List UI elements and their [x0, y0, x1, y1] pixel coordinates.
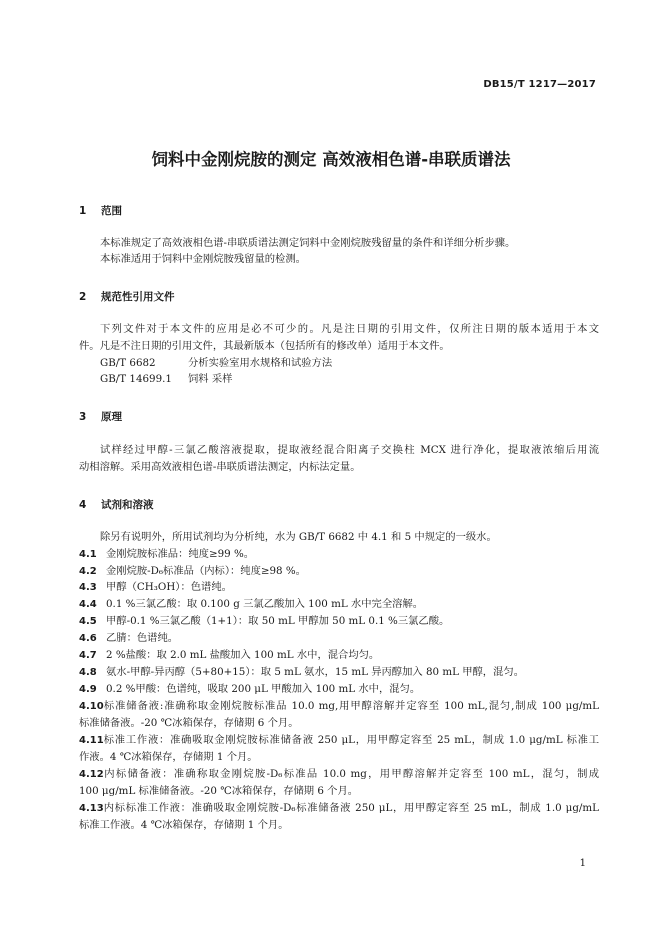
paragraph: 本标准规定了高效液相色谱-串联质谱法测定饲料中金刚烷胺残留量的条件和详细分析步骤。 [100, 237, 516, 249]
list-item-line: 100 μg/mL 标准储备液。-20 ℃冰箱保存，存储期 6 个月。 [79, 785, 359, 797]
list-item-line: 标准储备液。-20 ℃冰箱保存，存储期 6 个月。 [79, 717, 299, 729]
item-number: 4.5 [79, 616, 97, 627]
section-number: 4 [79, 499, 87, 511]
paragraph: 件。凡是不注日期的引用文件，其最新版本（包括所有的修改单）适用于本文件。 [79, 340, 450, 352]
item-number: 4.1 [79, 549, 97, 560]
item-number: 4.8 [79, 667, 97, 678]
section-title: 原理 [101, 411, 122, 423]
reference-code: GB/T 6682 [100, 357, 156, 369]
paragraph: 动相溶解。采用高效液相色谱-串联质谱法测定，内标法定量。 [79, 461, 361, 473]
section-number: 1 [79, 205, 87, 217]
reference-code: GB/T 14699.1 [100, 373, 172, 385]
section-title: 试剂和溶液 [101, 499, 154, 511]
item-number: 4.10 [79, 701, 104, 712]
section-number: 3 [79, 411, 87, 423]
paragraph: 本标准适用于饲料中金刚烷胺残留量的检测。 [100, 253, 306, 265]
paragraph: 试样经过甲醇-三氯乙酸溶液提取，提取液经混合阳离子交换柱 MCX 进行净化，提取液浓缩后用流 [100, 444, 599, 456]
reference-item [100, 356, 620, 370]
item-number: 4.11 [79, 735, 104, 746]
page-number: 1 [579, 858, 586, 869]
item-text: 0.2 %甲酸：色谱纯，吸取 200 μL 甲酸加入 100 mL 水中，混匀。 [106, 683, 421, 695]
item-text: 金刚烷胺标准品：纯度≥99 %。 [106, 548, 255, 560]
list-item [79, 597, 599, 612]
item-text: 乙腈：色谱纯。 [106, 632, 179, 644]
item-text: 0.1 %三氯乙酸：取 0.100 g 三氯乙酸加入 100 mL 水中完全溶解。 [106, 598, 424, 610]
section-title: 规范性引用文件 [101, 291, 175, 303]
list-item [79, 631, 599, 646]
list-item-line [79, 801, 599, 816]
item-text: 甲醇-0.1 %三氯乙酸（1+1）：取 50 mL 甲醇加 50 mL 0.1 %三氯乙酸。 [106, 615, 450, 627]
section-number: 2 [79, 291, 87, 303]
list-item [79, 665, 599, 680]
list-item [79, 564, 599, 579]
list-item [79, 547, 599, 562]
section-heading-principle [79, 409, 122, 424]
item-number: 4.13 [79, 803, 104, 814]
document-title: 饲料中金刚烷胺的测定 高效液相色谱-串联质谱法 [151, 150, 511, 169]
item-number: 4.4 [79, 599, 97, 610]
item-number: 4.12 [79, 769, 104, 780]
list-item [79, 648, 599, 663]
document-code: DB15/T 1217—2017 [483, 79, 596, 90]
item-text: 氨水-甲醇-异丙醇（5+80+15）：取 5 mL 氨水，15 mL 异丙醇加入 80 mL 甲醇，混匀。 [106, 666, 524, 678]
section-title: 范围 [101, 205, 122, 217]
list-item [79, 682, 599, 697]
section-heading-reagents [79, 497, 154, 512]
section-heading-normative-references [79, 289, 175, 304]
paragraph: 除另有说明外，所用试剂均为分析纯，水为 GB/T 6682 中 4.1 和 5 中规定的一级水。 [100, 531, 497, 543]
item-text: 内标储备液：准确称取金刚烷胺-D₆标准品 10.0 mg，用甲醇溶解并定容至 100 mL，混匀，制成 [103, 768, 599, 780]
reference-item [100, 372, 620, 386]
list-item [79, 614, 599, 629]
item-text: 标准储备液:准确称取金刚烷胺标准品 10.0 mg,用甲醇溶解并定容至 100 mL,混匀,制成 100 μg/mL [103, 700, 599, 712]
item-text: 甲醇（CH₃OH）：色谱纯。 [106, 581, 232, 593]
list-item-line: 标准工作液。4 ℃冰箱保存，存储期 1 个月。 [79, 819, 289, 831]
list-item-line [79, 699, 599, 714]
section-heading-scope [79, 203, 122, 218]
item-number: 4.7 [79, 650, 97, 661]
list-item-line [79, 767, 599, 782]
item-number: 4.6 [79, 633, 97, 644]
list-item [79, 580, 599, 595]
paragraph: 下列文件对于本文件的应用是必不可少的。凡是注日期的引用文件，仅所注日期的版本适用于本文 [100, 323, 599, 335]
list-item-line: 作液。4 ℃冰箱保存，存储期 1 个月。 [79, 751, 258, 763]
item-text: 内标标准工作液：准确吸取金刚烷胺-D₆标准储备液 250 μL，用甲醇定容至 25 mL，制成 1.0 μg/mL [103, 802, 599, 814]
list-item-line [79, 733, 599, 748]
item-number: 4.2 [79, 566, 97, 577]
item-text: 2 %盐酸：取 2.0 mL 盐酸加入 100 mL 水中，混合均匀。 [106, 649, 380, 661]
item-number: 4.3 [79, 582, 97, 593]
item-number: 4.9 [79, 684, 97, 695]
item-text: 金刚烷胺-D₆标准品（内标）：纯度≥98 %。 [106, 565, 306, 577]
item-text: 标准工作液：准确吸取金刚烷胺标准储备液 250 μL，用甲醇定容至 25 mL，制成 1.0 μg/mL 标准工 [103, 734, 599, 746]
reference-title: 饲料 采样 [188, 373, 233, 385]
reference-title: 分析实验室用水规格和试验方法 [188, 357, 333, 369]
